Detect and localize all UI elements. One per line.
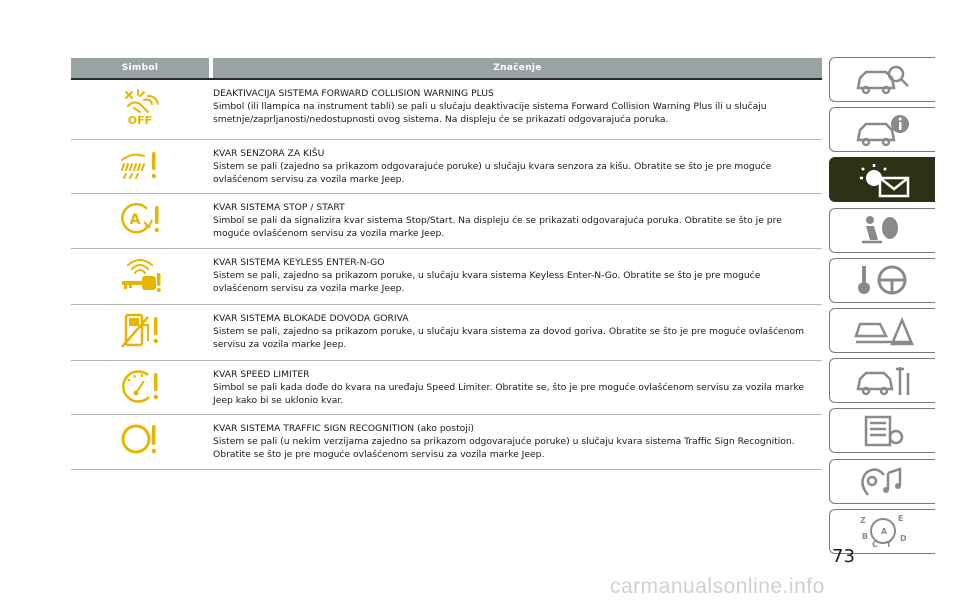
svg-text:B: B xyxy=(861,532,868,542)
table-header xyxy=(71,58,822,80)
speed-limiter-fault-icon xyxy=(118,367,162,407)
row-title: KVAR SISTEMA KEYLESS ENTER-N-GO xyxy=(213,257,385,268)
tab-car-info[interactable] xyxy=(829,107,935,152)
row-description: Sistem se pali, zajedno sa prikazom poruke, u slučaju kvara sistema za dovod goriva. Obratite se što je pre moguće ovlašćenom servisu za vozila marke Jeep. xyxy=(213,325,805,350)
table-row xyxy=(71,194,822,249)
tab-starting-driving[interactable] xyxy=(829,258,935,303)
airbag-seat-icon xyxy=(852,212,914,248)
off-label: OFF xyxy=(127,114,153,126)
table-row xyxy=(71,80,822,140)
car-search-icon xyxy=(852,62,914,98)
table-row xyxy=(71,140,822,194)
row-description: Sistem se pali (zajedno sa prikazom odgovarajuće poruke) u slučaju kvara senzora za kišu. Obratite se što je pre moguće ovlašćenom servisu za vozila marke Jeep. xyxy=(213,160,772,185)
tab-emergency[interactable] xyxy=(829,308,935,353)
tab-servicing[interactable] xyxy=(829,358,935,403)
tab-car-search[interactable] xyxy=(829,57,935,102)
row-description: Simbol (ili llampica na instrument tabli) se pali u slučaju deaktivacije sistema Forward Collision Warning Plus ili u slučaju smetnje/zaprljanosti/nedostupnosti ovog sistema. Na displeju će se prikazati odgovarajuća poruka. xyxy=(213,100,767,125)
header-symbol: Simbol xyxy=(121,63,159,73)
index-letters-icon xyxy=(852,513,914,549)
page-number: 73 xyxy=(832,546,855,567)
svg-text:D: D xyxy=(899,534,907,544)
watermark: carmanualsonline.info xyxy=(610,575,825,598)
table-row xyxy=(71,361,822,415)
svg-text:A: A xyxy=(880,527,887,537)
traffic-sign-fault-icon xyxy=(118,421,162,461)
row-title: KVAR SISTEMA STOP / START xyxy=(213,202,345,213)
header-meaning: Značenje xyxy=(493,63,542,73)
fuel-lock-fault-icon xyxy=(118,311,162,351)
row-description: Sistem se pali, zajedno sa prikazom poruke, u slučaju kvara sistema Keyless Enter-N-Go. Obratite se što je pre moguće ovlašćenom servisu za vozila marke Jeep. xyxy=(213,269,761,294)
svg-text:T: T xyxy=(885,540,891,550)
multimedia-icon xyxy=(852,463,914,499)
tab-safety[interactable] xyxy=(829,208,935,253)
row-description: Sistem se pali (u nekim verzijama zajedno sa prikazom odgovarajuće poruke) u slučaju kvara sistema Traffic Sign Recognition. Obratite se što je pre moguće ovlašćenom servisu za vozila marke Jeep. xyxy=(213,435,795,460)
tab-warning-lights[interactable] xyxy=(829,157,935,202)
table-row xyxy=(71,249,822,305)
specifications-list-icon xyxy=(852,413,914,449)
keyless-fault-icon xyxy=(118,255,162,295)
chapter-tabs xyxy=(829,57,935,559)
tab-multimedia[interactable] xyxy=(829,459,935,504)
forward-collision-off-icon xyxy=(118,86,162,126)
auto-letter: A xyxy=(129,212,141,228)
stop-start-fault-icon xyxy=(118,200,162,240)
row-title: KVAR SISTEMA TRAFFIC SIGN RECOGNITION (ako postoji) xyxy=(213,423,474,434)
key-steering-icon xyxy=(852,262,914,298)
warning-lights-table xyxy=(71,58,822,470)
tab-specifications[interactable] xyxy=(829,408,935,453)
svg-text:Z: Z xyxy=(859,516,866,526)
row-description: Simbol se pali da signalizira kvar sistema Stop/Start. Na displeju će se prikazati odgovarajuća poruka. Obratite se što je pre moguće ovlašćenom servisu za vozila marke Jeep. xyxy=(213,214,782,239)
car-info-icon xyxy=(852,112,914,148)
row-title: KVAR SISTEMA BLOKADE DOVODA GORIVA xyxy=(213,313,409,324)
table-row xyxy=(71,415,822,470)
rain-sensor-fault-icon xyxy=(118,146,162,186)
row-title: KVAR SPEED LIMITER xyxy=(213,369,310,380)
car-tools-icon xyxy=(852,363,914,399)
warning-lights-icon xyxy=(852,162,914,198)
svg-text:C: C xyxy=(871,540,878,550)
row-title: DEAKTIVACIJA SISTEMA FORWARD COLLISION WARNING PLUS xyxy=(213,88,494,99)
row-description: Simbol se pali kada dođe do kvara na uređaju Speed Limiter. Obratite se, što je pre moguće ovlašćenom servisu za vozila marke Jeep kako bi se uklonio kvar. xyxy=(213,381,804,406)
car-warning-triangle-icon xyxy=(852,312,914,348)
table-row xyxy=(71,305,822,361)
svg-text:E: E xyxy=(897,514,903,524)
row-title: KVAR SENZORA ZA KIŠU xyxy=(213,148,325,159)
